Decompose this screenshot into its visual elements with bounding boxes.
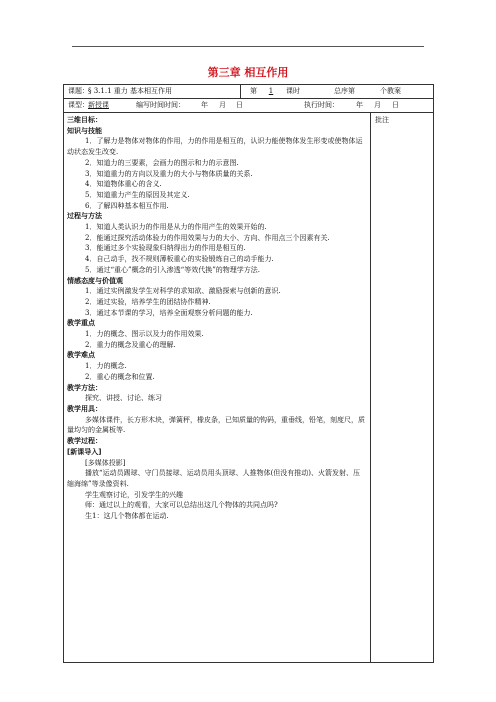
attitude-item: 3．通过本节课的学习，培养全面观察分析问题的能力. (85, 308, 253, 317)
key-point-item: 2．重力的概念及重心的理解. (85, 340, 176, 349)
key-points-heading: 教学重点 (67, 319, 95, 328)
annotation-column (371, 113, 433, 662)
attitude-heading: 情感态度与价值观 (67, 276, 123, 285)
lesson-order-value: 1 (268, 87, 274, 95)
intro-item: 播放“运动员踢球、守门员接球、运动员用头顶球、人推物体(但没有推动)、火箭发射、压缩海绵”等录像资料. (67, 469, 361, 488)
knowledge-heading: 知识与技能 (67, 126, 102, 135)
intro-heading: [新课导入] (67, 447, 102, 456)
intro-item: 生1：这几个物体都在运动. (85, 512, 169, 521)
header-rule (72, 46, 424, 47)
process-item: 1．知道人类认识力的作用是从力的作用产生的效果开始的. (85, 223, 267, 232)
lesson-order-prefix: 第 (250, 87, 257, 95)
teaching-process-heading: 教学过程： (67, 437, 102, 446)
course-type-value: 新授课 (88, 101, 109, 109)
exec-month-blank (364, 99, 373, 110)
intro-item: 师：通过以上的观看，大家可以总结出这几个物体的共同点吗? (85, 501, 278, 510)
write-year-blank (188, 99, 200, 110)
lesson-content-cell (64, 113, 371, 662)
process-heading: 过程与方法 (67, 212, 102, 221)
tools-text: 多媒体课件，长方形木块，弹簧秤，橡皮条，已知质量的钩码，重垂线，铅笔，刻度尺，质量均匀的金属板等. (67, 415, 365, 435)
knowledge-item: 3．知道重力的方向以及重力的大小与物体质量的关系. (85, 169, 253, 178)
lesson-plan-table (63, 84, 434, 663)
exec-day-blank (382, 99, 391, 110)
difficult-point-item: 2．重心的概念和位置. (85, 372, 155, 381)
annotation-label: 批注 (375, 116, 389, 124)
cell-divider (240, 85, 241, 98)
knowledge-item: 6．了解四种基本相互作用. (85, 201, 169, 210)
course-type-row (64, 99, 433, 113)
exec-time-label: 执行时间： (304, 101, 339, 109)
process-item: 5．通过“重心”概念的引入渗透“等效代换”的物理学方法. (85, 265, 260, 274)
exec-month: 月 (374, 101, 381, 109)
intro-item: [多媒体投影] (85, 458, 126, 467)
page-title: 第三章 相互作用 (207, 66, 289, 79)
exec-year: 年 (356, 101, 363, 109)
intro-item: 学生观察讨论，引发学生的兴趣 (85, 490, 183, 499)
attitude-item: 1．通过实例激发学生对科学的求知欲、激励探索与创新的意识. (85, 287, 281, 296)
write-year: 年 (201, 101, 208, 109)
knowledge-item: 5．知道重力产生的原因及其定义. (85, 190, 190, 199)
method-heading: 教学方法： (67, 383, 102, 392)
knowledge-item: 1．了解力是物体对物体的作用，力的作用是相互的，认识力能使物体发生形变或使物体运动状态发生改变. (67, 137, 363, 157)
difficult-point-item: 1．力的概念. (85, 362, 127, 371)
total-order-prefix: 总序第 (334, 87, 355, 95)
lesson-order-suffix: 课时 (286, 87, 300, 95)
method-text: 探究、讲授、讨论、练习 (85, 394, 162, 403)
knowledge-item: 2．知道力的三要素，会画力的图示和力的示意图. (85, 158, 239, 167)
write-month: 月 (219, 101, 226, 109)
process-item: 2．能通过探究活动体验力的作用效果与力的大小、方向、作用点三个因素有关. (85, 233, 330, 242)
write-time-label: 编写时间时间： (136, 101, 185, 109)
course-type-label: 课型： (68, 101, 89, 109)
goals-heading: 三维目标： (67, 116, 102, 124)
total-order-suffix: 个教案 (380, 87, 401, 95)
lesson-content (67, 115, 367, 522)
write-day-blank (227, 99, 235, 110)
topic-value: § 3.1.1 重力 基本相互作用 (88, 87, 172, 95)
write-day: 日 (236, 101, 243, 109)
knowledge-item: 4．知道物体重心的含义. (85, 180, 162, 189)
key-point-item: 1．力的概念、图示以及力的作用效果. (85, 330, 204, 339)
difficult-points-heading: 教学难点 (67, 351, 95, 360)
total-order-value (356, 85, 378, 96)
tools-heading: 教学用具： (67, 404, 102, 413)
write-month-blank (209, 99, 218, 110)
exec-year-blank (341, 99, 355, 110)
process-item: 4．自己动手，找不规则薄板重心的实验锻炼自己的动手能力. (85, 255, 274, 264)
exec-day: 日 (392, 101, 399, 109)
process-item: 3．能通过多个实验现象归纳得出力的作用是相互的. (85, 244, 246, 253)
topic-label: 课题： (68, 87, 89, 95)
attitude-item: 2．通过实验，培养学生的团结协作精神. (85, 297, 211, 306)
topic-row (64, 85, 433, 99)
